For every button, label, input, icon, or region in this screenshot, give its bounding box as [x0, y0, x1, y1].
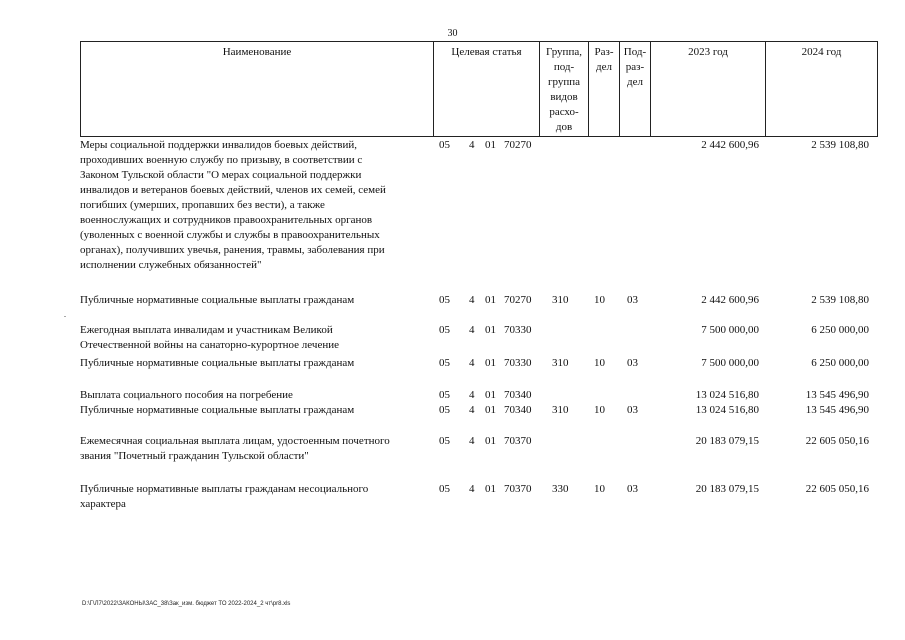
amount-2023: 2 442 600,96 [701, 294, 759, 306]
row-name-line: (уволенных с военной службы и службы в правоохранительных [80, 229, 380, 241]
expense-group: 310 [552, 357, 569, 369]
row-name-line: характера [80, 498, 126, 510]
target-subprogram: 4 [469, 435, 475, 447]
amount-2023: 13 024 516,80 [695, 404, 759, 416]
target-item: 01 [485, 404, 496, 416]
amount-2023: 7 500 000,00 [701, 324, 759, 336]
row-name-line: Публичные нормативные социальные выплаты гражданам [80, 404, 355, 416]
subsection-code: 03 [627, 404, 638, 416]
target-item: 01 [485, 435, 496, 447]
target-direction: 70330 [504, 357, 532, 369]
target-subprogram: 4 [469, 389, 475, 401]
row-name-line: погибших (умерших, пропавших без вести), а также [80, 199, 325, 211]
row-name [80, 482, 435, 512]
row-name-line: Выплата социального пособия на погребение [80, 389, 293, 401]
target-item: 01 [485, 324, 496, 336]
target-direction: 70340 [504, 404, 532, 416]
target-program: 05 [439, 139, 450, 151]
row-name-line: Публичные нормативные выплаты гражданам несоциального [80, 483, 369, 495]
row-name-line: органах), получивших увечья, ранения, травмы, заболевания при [80, 244, 385, 256]
target-item: 01 [485, 294, 496, 306]
target-subprogram: 4 [469, 294, 475, 306]
subsection-code: 03 [627, 483, 638, 495]
subsection-code: 03 [627, 357, 638, 369]
target-program: 05 [439, 404, 450, 416]
target-direction: 70370 [504, 435, 532, 447]
header-subsection: Под- раз- дел [619, 42, 650, 136]
row-name-line: инвалидов и ветеранов боевых действий, членов их семей, семей [80, 184, 386, 196]
amount-2023: 7 500 000,00 [701, 357, 759, 369]
row-name-line: Ежегодная выплата инвалидам и участникам Великой [80, 324, 333, 336]
target-subprogram: 4 [469, 483, 475, 495]
section-code: 10 [594, 294, 605, 306]
section-code: 10 [594, 357, 605, 369]
header-group: Группа, под- группа видов расхо- дов [539, 42, 588, 136]
amount-2023: 13 024 516,80 [695, 389, 759, 401]
header-2024: 2024 год [765, 42, 877, 136]
target-program: 05 [439, 357, 450, 369]
target-item: 01 [485, 357, 496, 369]
target-subprogram: 4 [469, 139, 475, 151]
header-section: Раз- дел [588, 42, 619, 136]
page-number: 30 [447, 28, 458, 39]
target-subprogram: 4 [469, 324, 475, 336]
amount-2024: 22 605 050,16 [805, 483, 869, 495]
row-name [80, 356, 435, 371]
subsection-code: 03 [627, 294, 638, 306]
amount-2023: 2 442 600,96 [701, 139, 759, 151]
section-code: 10 [594, 483, 605, 495]
target-item: 01 [485, 389, 496, 401]
row-name [80, 403, 435, 418]
target-item: 01 [485, 483, 496, 495]
row-name-line: проходивших военную службу по призыву, в соответствии с [80, 154, 363, 166]
header-target: Целевая статья [433, 42, 539, 136]
section-code: 10 [594, 404, 605, 416]
row-name-line: Публичные нормативные социальные выплаты гражданам [80, 294, 355, 306]
footer-file-path: D:\Г\Л7\2022\ЗАКОНЫ\ЗАС_38\Зак_изм. бюджет ТО 2022-2024_2 чт\pr8.xls [82, 601, 291, 607]
row-name [80, 138, 435, 273]
target-program: 05 [439, 435, 450, 447]
row-name [80, 434, 435, 464]
row-name-line: Публичные нормативные социальные выплаты гражданам [80, 357, 355, 369]
amount-2024: 22 605 050,16 [805, 435, 869, 447]
expense-group: 330 [552, 483, 569, 495]
target-subprogram: 4 [469, 357, 475, 369]
target-subprogram: 4 [469, 404, 475, 416]
target-program: 05 [439, 324, 450, 336]
header-2023: 2023 год [650, 42, 765, 136]
target-item: 01 [485, 139, 496, 151]
target-direction: 70370 [504, 483, 532, 495]
row-name-line: исполнении служебных обязанностей" [80, 259, 262, 271]
row-name-line: Меры социальной поддержки инвалидов боевых действий, [80, 139, 357, 151]
amount-2024: 2 539 108,80 [811, 294, 869, 306]
target-program: 05 [439, 294, 450, 306]
row-name-line: военнослужащих и сотрудников правоохранительных органов [80, 214, 373, 226]
row-name [80, 388, 435, 403]
expense-group: 310 [552, 294, 569, 306]
row-name-line: звания "Почетный гражданин Тульской области" [80, 450, 309, 462]
target-direction: 70330 [504, 324, 532, 336]
header-name: Наименование [222, 46, 292, 58]
amount-2024: 13 545 496,90 [805, 404, 869, 416]
target-program: 05 [439, 389, 450, 401]
row-name [80, 323, 435, 353]
amount-2024: 6 250 000,00 [811, 357, 869, 369]
target-program: 05 [439, 483, 450, 495]
row-name-line: Отечественной войны на санаторно-курортное лечение [80, 339, 339, 351]
row-name-line: Ежемесячная социальная выплата лицам, удостоенным почетного [80, 435, 390, 447]
target-direction: 70270 [504, 294, 532, 306]
target-direction: 70340 [504, 389, 532, 401]
stray-mark: . [64, 310, 66, 319]
amount-2024: 2 539 108,80 [811, 139, 869, 151]
row-name [80, 293, 435, 308]
amount-2023: 20 183 079,15 [695, 435, 759, 447]
table-header [80, 41, 878, 137]
amount-2024: 6 250 000,00 [811, 324, 869, 336]
amount-2023: 20 183 079,15 [695, 483, 759, 495]
amount-2024: 13 545 496,90 [805, 389, 869, 401]
expense-group: 310 [552, 404, 569, 416]
row-name-line: Законом Тульской области "О мерах социальной поддержки [80, 169, 362, 181]
target-direction: 70270 [504, 139, 532, 151]
